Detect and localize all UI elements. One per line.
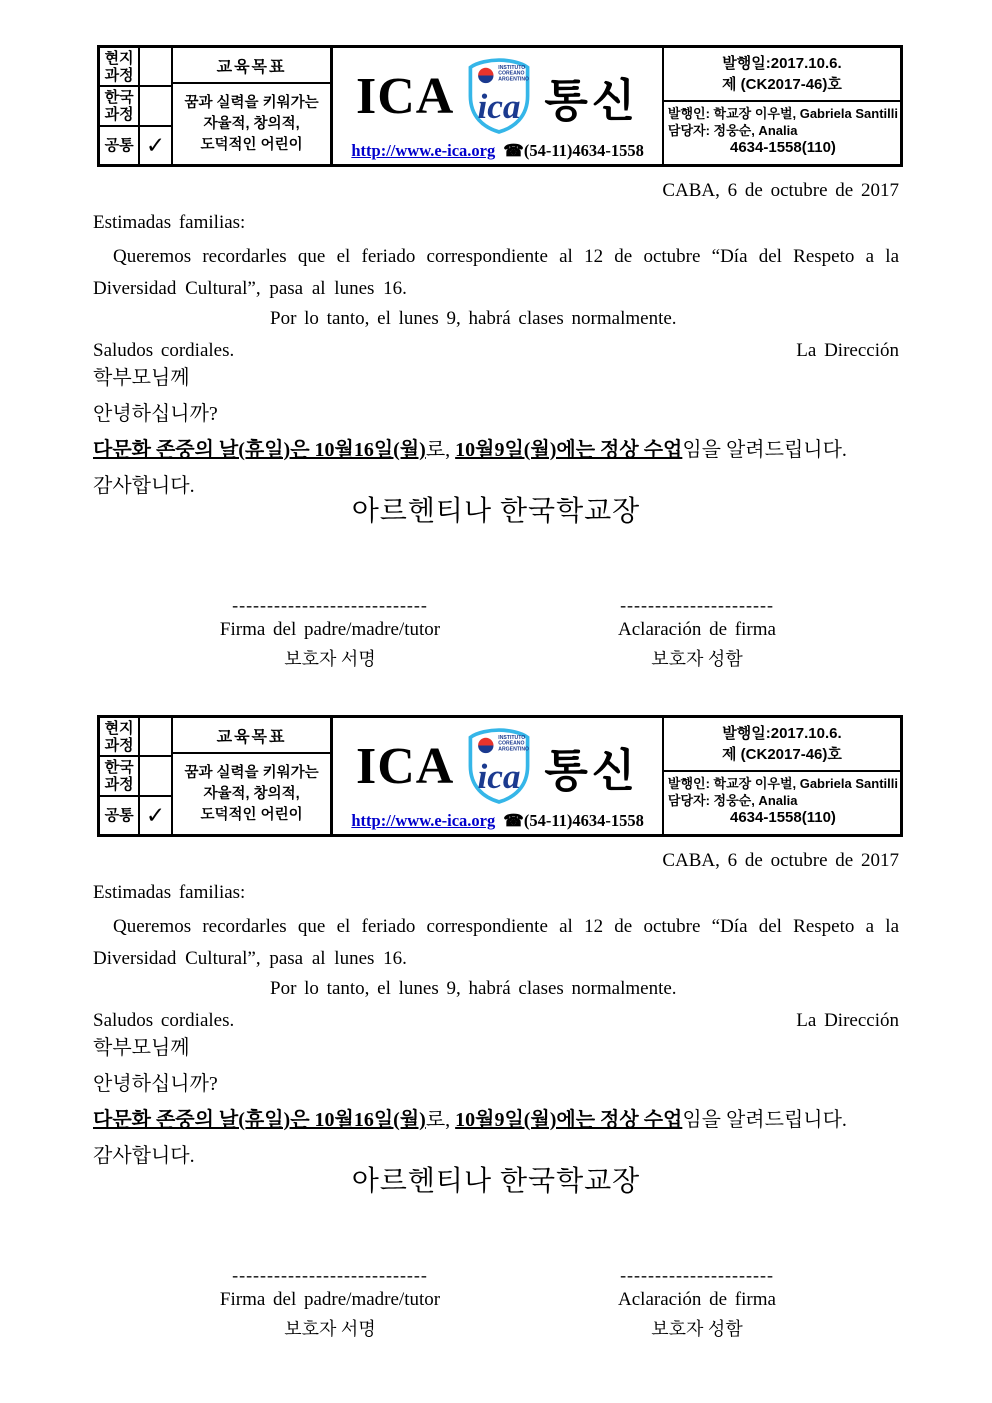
logo-org-line: COREANO (498, 740, 525, 747)
masthead-center-cell (333, 48, 664, 164)
education-goal-cell (173, 48, 334, 164)
manager-line: 담당자: 정웅순, Analia (667, 123, 798, 138)
masthead-table (97, 45, 903, 167)
goal-body (173, 84, 331, 164)
masthead-logo-row (333, 48, 662, 138)
closing-left: Saludos cordiales. (93, 340, 235, 361)
course-label-text: 공통 (104, 806, 134, 824)
kr-greeting-2: 안녕하십니까? (93, 1073, 218, 1095)
kr-notice-plain-1: 로, (425, 1109, 456, 1131)
ica-wordmark: ICA (355, 67, 455, 125)
logo-org-line: INSTITUTO (498, 734, 526, 741)
date-line: CABA, 6 de octubre de 2017 (662, 180, 899, 201)
kr-notice-plain-1: 로, (425, 439, 456, 461)
course-check-column (140, 48, 173, 164)
course-label-local (100, 718, 138, 757)
website-link[interactable]: http://www.e-ica.org (351, 811, 496, 830)
issue-info-cell (664, 48, 900, 164)
logo-org-line: INSTITUTO (498, 64, 526, 71)
signature-label-kr: 보호자 서명 (284, 649, 376, 669)
newsletter-title: 통신 (544, 744, 640, 796)
kr-notice-bold-2: 10월9일(월)에는 정상 수업 (455, 439, 683, 461)
course-label-text: 공통 (104, 136, 134, 154)
publisher-line: 발행인: 학교장 이우벌, Gabriela Santilli (667, 106, 898, 121)
issue-number: 제 (CK2017-46)호 (722, 76, 842, 93)
check-icon: ✓ (145, 801, 166, 828)
phone-icon: ☎ (503, 811, 524, 830)
goal-title: 교육목표 (173, 48, 331, 84)
manager-line: 담당자: 정웅순, Analia (667, 793, 798, 808)
masthead-contact-row (333, 138, 662, 164)
goal-line: 자율적, 창의적, (203, 785, 300, 802)
paragraph-1: Queremos recordarles que el feriado correspondiente al 12 de octubre “Día del Respeto a la Diversidad Cultural”, pasa al lunes 16. (93, 246, 899, 299)
dash-line: ---------------------------- (232, 1265, 428, 1285)
kr-thanks: 감사합니다. (93, 475, 195, 497)
kr-greeting-1: 학부모님께 (93, 367, 190, 389)
closing-left: Saludos cordiales. (93, 1010, 235, 1031)
check-cell-korean (140, 87, 171, 126)
phone-icon: ☎ (503, 141, 524, 160)
check-icon: ✓ (145, 131, 166, 158)
masthead-phone (503, 811, 644, 831)
issue-date: 발행일:2017.10.6. (722, 55, 842, 72)
course-label-common (100, 127, 138, 164)
course-label-text: 한국 (104, 88, 134, 106)
signature-block (0, 1265, 992, 1365)
paragraph-2: Por lo tanto, el lunes 9, habrá clases normalmente. (270, 978, 677, 999)
publisher-line: 발행인: 학교장 이우벌, Gabriela Santilli (667, 776, 898, 791)
logo-org-line: ARGENTINO (498, 76, 530, 83)
course-label-korean (100, 757, 138, 796)
logo-monogram: ica (477, 757, 521, 796)
signature-right (557, 595, 837, 673)
closing-line (93, 1010, 899, 1032)
kr-notice-line (93, 1109, 899, 1131)
dash-line: ---------------------- (620, 1265, 774, 1285)
issue-info-cell (664, 718, 900, 834)
masthead-contact-row (333, 808, 662, 834)
signoff-title: 아르헨티나 한국학교장 (351, 496, 641, 527)
direction-line: La Dirección (796, 340, 899, 361)
masthead-phone (503, 141, 644, 161)
notice-copy-1 (0, 45, 992, 715)
paragraph-1: Queremos recordarles que el feriado correspondiente al 12 de octubre “Día del Respeto a la Diversidad Cultural”, pasa al lunes 16. (93, 916, 899, 969)
direction-line: La Dirección (796, 1010, 899, 1031)
signature-block (0, 595, 992, 695)
greeting-line: Estimadas familias: (93, 212, 246, 233)
phone-number: (54-11)4634-1558 (523, 141, 644, 160)
signature-left (150, 595, 510, 673)
kr-notice-line (93, 439, 899, 461)
course-label-common (100, 797, 138, 834)
signature-label-kr: 보호자 성함 (651, 649, 743, 669)
kr-thanks: 감사합니다. (93, 1145, 195, 1167)
contact-phone: 4634-1558(110) (729, 809, 836, 826)
signature-left (150, 1265, 510, 1343)
paragraph-2: Por lo tanto, el lunes 9, habrá clases normalmente. (270, 308, 677, 329)
ica-logo (466, 727, 532, 805)
kr-notice-bold-1: 다문화 존중의 날(휴일)은 10월16일(월) (93, 439, 426, 461)
closing-line (93, 340, 899, 362)
newsletter-title: 통신 (544, 74, 640, 126)
signature-label-es: Firma del padre/madre/tutor (219, 619, 441, 640)
signature-label-es: Aclaración de firma (618, 1289, 776, 1310)
signature-right (557, 1265, 837, 1343)
kr-notice-plain-2: 임을 알려드립니다. (682, 1109, 847, 1131)
kr-notice-plain-2: 임을 알려드립니다. (682, 439, 847, 461)
course-label-text: 현지 (104, 719, 134, 737)
course-label-text: 과정 (104, 775, 134, 793)
phone-number: (54-11)4634-1558 (523, 811, 644, 830)
logo-org-line: ARGENTINO (498, 746, 530, 753)
goal-title: 교육목표 (173, 718, 331, 754)
logo-monogram: ica (477, 87, 521, 126)
ica-wordmark: ICA (355, 737, 455, 795)
course-label-korean (100, 87, 138, 126)
education-goal-cell (173, 718, 334, 834)
notice-copy-2 (0, 715, 992, 1385)
ica-logo (466, 57, 532, 135)
signature-label-kr: 보호자 서명 (284, 1319, 376, 1339)
contact-phone: 4634-1558(110) (729, 139, 836, 156)
issue-top (664, 48, 900, 102)
goal-line: 꿈과 실력을 키워가는 (184, 94, 319, 111)
course-label-text: 과정 (104, 66, 134, 84)
dash-line: ---------------------------- (232, 595, 428, 615)
issue-top (664, 718, 900, 772)
signature-label-kr: 보호자 성함 (651, 1319, 743, 1339)
dash-line: ---------------------- (620, 595, 774, 615)
date-line: CABA, 6 de octubre de 2017 (662, 850, 899, 871)
course-label-column (100, 718, 140, 834)
issue-number: 제 (CK2017-46)호 (722, 746, 842, 763)
masthead-logo-row (333, 718, 662, 808)
check-cell-korean (140, 757, 171, 796)
greeting-line: Estimadas familias: (93, 882, 246, 903)
kr-notice-bold-2: 10월9일(월)에는 정상 수업 (455, 1109, 683, 1131)
signoff-title: 아르헨티나 한국학교장 (351, 1166, 641, 1197)
kr-greeting-2: 안녕하십니까? (93, 403, 218, 425)
issue-date: 발행일:2017.10.6. (722, 725, 842, 742)
course-label-text: 과정 (104, 105, 134, 123)
signature-label-es: Aclaración de firma (618, 619, 776, 640)
masthead-center-cell (333, 718, 664, 834)
check-cell-local (140, 48, 171, 87)
website-link[interactable]: http://www.e-ica.org (351, 141, 496, 160)
issue-bottom (664, 772, 900, 834)
course-check-column (140, 718, 173, 834)
course-label-column (100, 48, 140, 164)
goal-line: 꿈과 실력을 키워가는 (184, 764, 319, 781)
course-label-text: 한국 (104, 758, 134, 776)
logo-org-line: COREANO (498, 70, 525, 77)
kr-greeting-1: 학부모님께 (93, 1037, 190, 1059)
goal-line: 도덕적인 어린이 (200, 136, 303, 153)
check-cell-local (140, 718, 171, 757)
masthead-table (97, 715, 903, 837)
course-label-text: 현지 (104, 49, 134, 67)
signature-label-es: Firma del padre/madre/tutor (219, 1289, 441, 1310)
issue-bottom (664, 102, 900, 164)
course-label-local (100, 48, 138, 87)
goal-line: 자율적, 창의적, (203, 115, 300, 132)
kr-notice-bold-1: 다문화 존중의 날(휴일)은 10월16일(월) (93, 1109, 426, 1131)
goal-body (173, 754, 331, 834)
goal-line: 도덕적인 어린이 (200, 806, 303, 823)
course-label-text: 과정 (104, 736, 134, 754)
